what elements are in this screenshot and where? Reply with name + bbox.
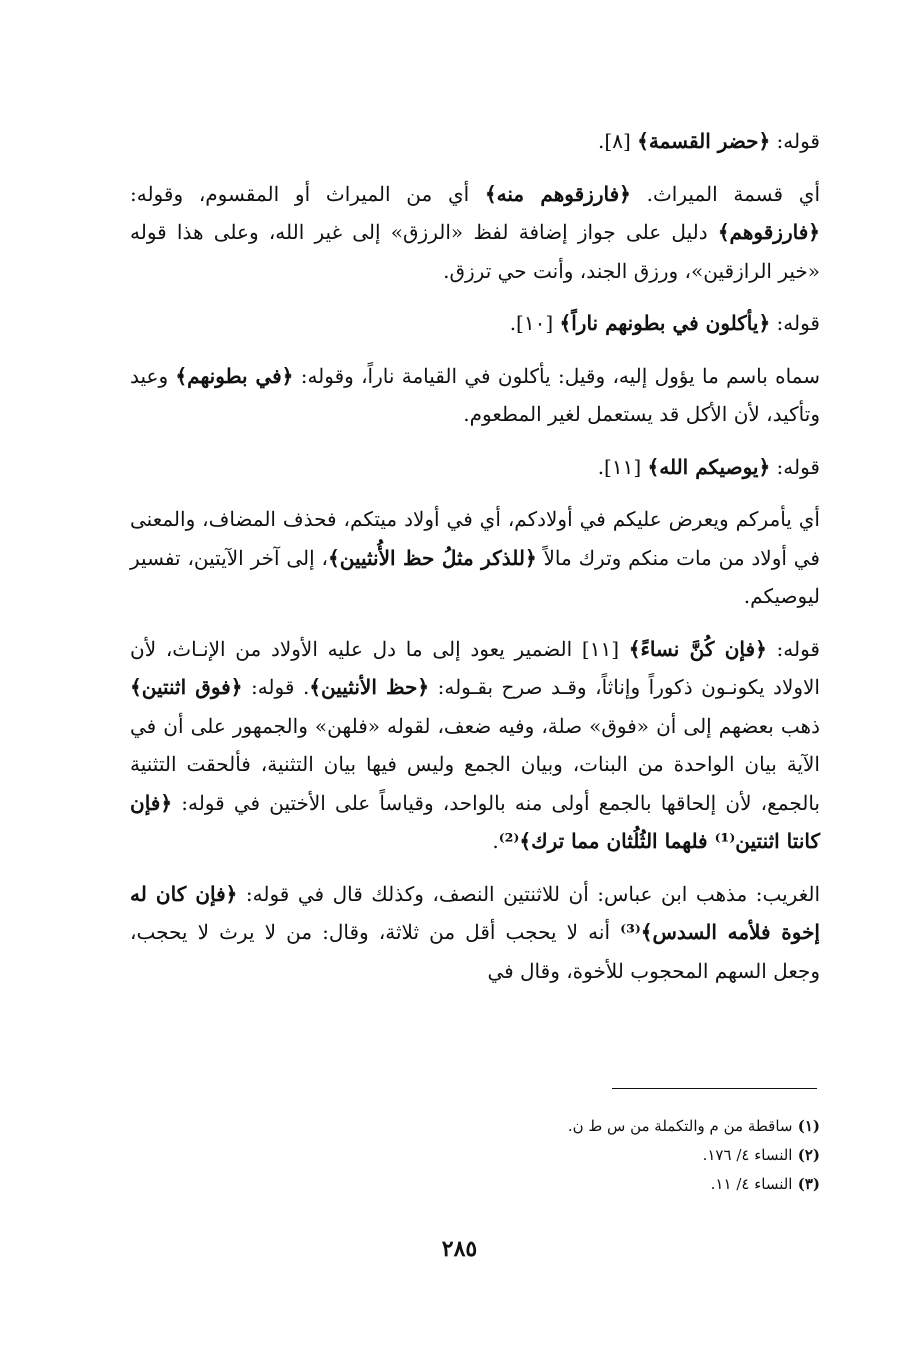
text-segment: أي يأمركم ويعرض عليكم في أولادكم، أي في أولاد ميتكم، فحذف المضاف، والمعنى في أولاد من مات منكم وترك مالاً	[130, 507, 820, 570]
text-segment: دليل على جواز إضافة لفظ «الرزق» إلى غير الله، وعلى هذا قوله «خير الرازقين»، ورزق الجند، وأنت حي ترزق.	[130, 220, 820, 283]
page-number: ٢٨٥	[441, 1236, 478, 1262]
text-segment: قوله:	[766, 636, 820, 661]
quran-quote: ﴿في بطونهم﴾	[175, 363, 294, 388]
quran-quote: ﴿يوصيكم الله﴾	[647, 454, 771, 479]
footnote-marker: (١)	[797, 1117, 820, 1135]
text-segment: [١١] الضمير يعود إلى ما دل عليه الأولاد من الإنـاث، لأن الاولاد يكونـون ذكوراً وإناثاً، وقـد صرح بقـوله:	[130, 636, 820, 699]
paragraph-7	[130, 630, 820, 861]
text-segment: ذهب بعضهم إلى أن «فوق» صلة، وفيه ضعف، لقوله «فلهن» والجمهور على أن في الآية بيان الواحدة من البنات، وبيان الجمع وليس فيها بيان التثنية، فألحقت التثنية بالجمع، لأن إلحاقها بالجمع أولى منه بالواحد، وقياساً على الأختين في قوله:	[130, 713, 820, 815]
text-segment: [١٠].	[509, 311, 560, 335]
footnote-marker: (٢)	[797, 1146, 820, 1164]
paragraph-1	[130, 122, 820, 161]
footnote-1	[400, 1112, 820, 1141]
quran-quote: ﴿فوق اثنتين﴾	[130, 675, 243, 699]
footnotes	[400, 1112, 820, 1199]
paragraph-2	[130, 175, 820, 291]
quran-quote: ﴿فإن كانتا اثنتين⁽¹⁾ فلهما الثُلُثان مما ترك﴾⁽²⁾	[130, 790, 820, 853]
quran-quote: ﴿فإن كُنَّ نساءً﴾	[628, 636, 767, 661]
footnote-text: ساقطة من م والتكملة من س ط ن.	[567, 1117, 793, 1135]
quran-quote: ﴿فإن كان له إخوة فلأمه السدس﴾⁽³⁾	[130, 881, 820, 944]
text-segment: .	[492, 829, 499, 853]
footnote-text: النساء ٤/ ١١.	[710, 1175, 793, 1193]
quran-quote: ﴿حظ الأنثيين﴾	[309, 675, 430, 699]
quran-quote: ﴿للذكر مثلُ حظ الأُنثيين﴾	[328, 545, 537, 570]
quran-quote: ﴿حضر القسمة﴾	[637, 129, 771, 153]
footnote-marker: (٣)	[797, 1175, 820, 1193]
quran-quote: ﴿فارزقوهم منه﴾	[484, 181, 631, 206]
text-segment: [١١].	[597, 454, 648, 479]
paragraph-8	[130, 875, 820, 991]
paragraph-3	[130, 304, 820, 343]
quran-quote: ﴿فارزقوهم﴾	[717, 220, 820, 244]
text-segment: الغريب: مذهب ابن عباس: أن للاثنتين النصف، وكذلك قال في قوله:	[237, 881, 821, 906]
footnote-3	[400, 1170, 820, 1199]
footnote-2	[400, 1141, 820, 1170]
paragraph-6	[130, 500, 820, 616]
footnote-divider	[612, 1088, 817, 1089]
text-segment: قوله:	[770, 129, 820, 153]
text-segment: أنه لا يحجب أقل من ثلاثة، وقال: من لا يرث لا يحجب، وجعل السهم المحجوب للأخوة، وقال في	[130, 920, 820, 983]
text-segment: أي من الميراث أو المقسوم، وقوله:	[130, 181, 485, 206]
main-text	[130, 122, 820, 990]
text-segment: قوله:	[770, 454, 820, 479]
paragraph-5	[130, 448, 820, 487]
text-segment: قوله:	[770, 311, 820, 335]
text-segment: سماه باسم ما يؤول إليه، وقيل: يأكلون في القيامة ناراً، وقوله:	[293, 363, 821, 388]
quran-quote: ﴿يأكلون في بطونهم ناراً﴾	[559, 311, 771, 335]
paragraph-4	[130, 357, 820, 434]
text-segment: [٨].	[598, 129, 638, 153]
text-segment: وعيد وتأكيد، لأن الأكل قد يستعمل لغير المطعوم.	[130, 363, 820, 426]
footnote-text: النساء ٤/ ١٧٦.	[702, 1146, 793, 1164]
text-segment: . قوله:	[242, 675, 310, 699]
text-segment: أي قسمة الميراث.	[630, 181, 821, 206]
text-segment: ، إلى آخر الآيتين، تفسير ليوصيكم.	[130, 545, 820, 608]
